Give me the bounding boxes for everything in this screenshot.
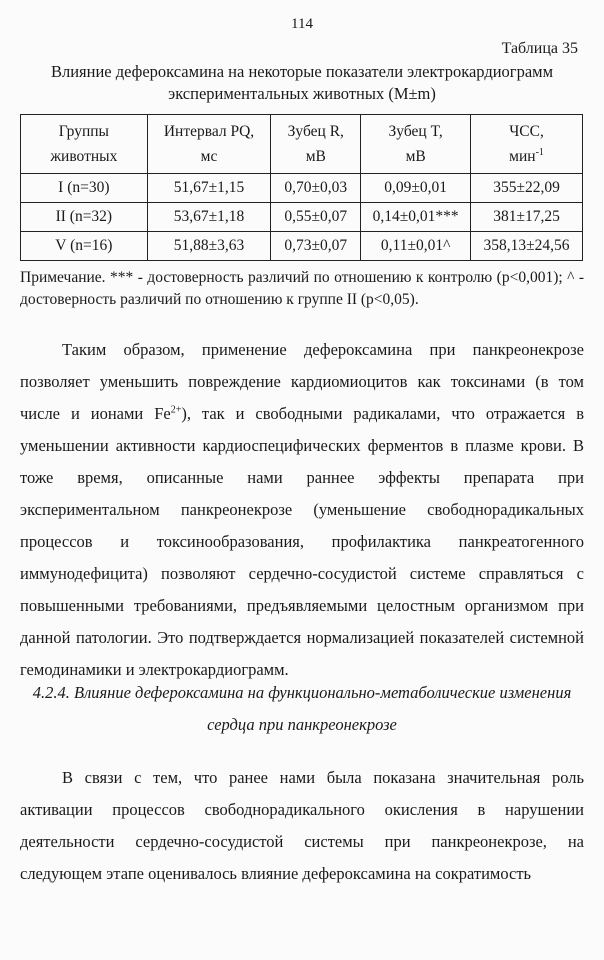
paragraph-conclusion: Таким образом, применение дефероксамина при панкреонекрозе позволяет уменьшить повреждение кардиомиоцитов как токсинами (в том числе и ионами $Fe^{2+}$), так и свободными радикалами, что отражается в уменьшении активности кардиоспецифических ферментов в плазме крови. В тоже время, описанные нами раннее эффекты препарата при экспериментальном панкреонекрозе (уменьшение свободнорадикальных процессов и токсинообразования, профилактика панкреатогенного иммунодефицита) позволяют сердечно-сосудистой системе справляться с повышенными требованиями, предъявляемыми целостным организмом при данной патологии. Это подтверждается нормализацией показателей системной гемодинамики и электрокардиограмм. (20, 340, 584, 679)
table-row (21, 174, 583, 203)
header-t-wave: Зубец T, мВ (361, 115, 471, 174)
table-cell: 0,09±0,01 (361, 174, 471, 203)
table-cell: V (n=16) (21, 232, 148, 261)
table-note: Примечание. *** - достоверность различий по отношению к контролю (p<0,001); ^ - достоверность различий по отношению к группе II (p<0,05). (20, 269, 584, 308)
table-caption: Влияние дефероксамина на некоторые показатели электрокардиограмм экспериментальных животных (M±m) (50, 62, 554, 103)
table-cell: 0,70±0,03 (271, 174, 361, 203)
table-cell: II (n=32) (21, 203, 148, 232)
table-cell: 358,13±24,56 (471, 232, 583, 261)
results-table (20, 114, 583, 261)
table-cell: 0,55±0,07 (271, 203, 361, 232)
table-row (21, 203, 583, 232)
table-row (21, 232, 583, 261)
table-header-row (21, 115, 583, 174)
table-label: Таблица 35 (501, 40, 578, 57)
table-cell: 0,11±0,01^ (361, 232, 471, 261)
table-cell: 0,14±0,01*** (361, 203, 471, 232)
table-cell: 53,67±1,18 (147, 203, 271, 232)
table-cell: 51,88±3,63 (147, 232, 271, 261)
table-cell: 381±17,25 (471, 203, 583, 232)
header-r-wave: Зубец R, мВ (271, 115, 361, 174)
page-number: 114 (291, 16, 313, 32)
table-cell: 355±22,09 (471, 174, 583, 203)
table-cell: 0,73±0,07 (271, 232, 361, 261)
header-pq-interval: Интервал PQ, мс (147, 115, 271, 174)
header-heart-rate: ЧСС, мин$^{-1}$ (471, 115, 583, 174)
table-cell: 51,67±1,15 (147, 174, 271, 203)
header-groups: Группы животных (21, 115, 148, 174)
section-heading: 4.2.4. Влияние дефероксамина на функционально-метаболические изменения сердца при панкреонекрозе (32, 683, 572, 734)
table-cell: I (n=30) (21, 174, 148, 203)
paragraph-intro: В связи с тем, что ранее нами была показана значительная роль активации процессов свободнорадикального окисления в нарушении деятельности сердечно-сосудистой системы при панкреонекрозе, на следующем этапе оценивалось влияние дефероксамина на сократимость (20, 768, 584, 883)
